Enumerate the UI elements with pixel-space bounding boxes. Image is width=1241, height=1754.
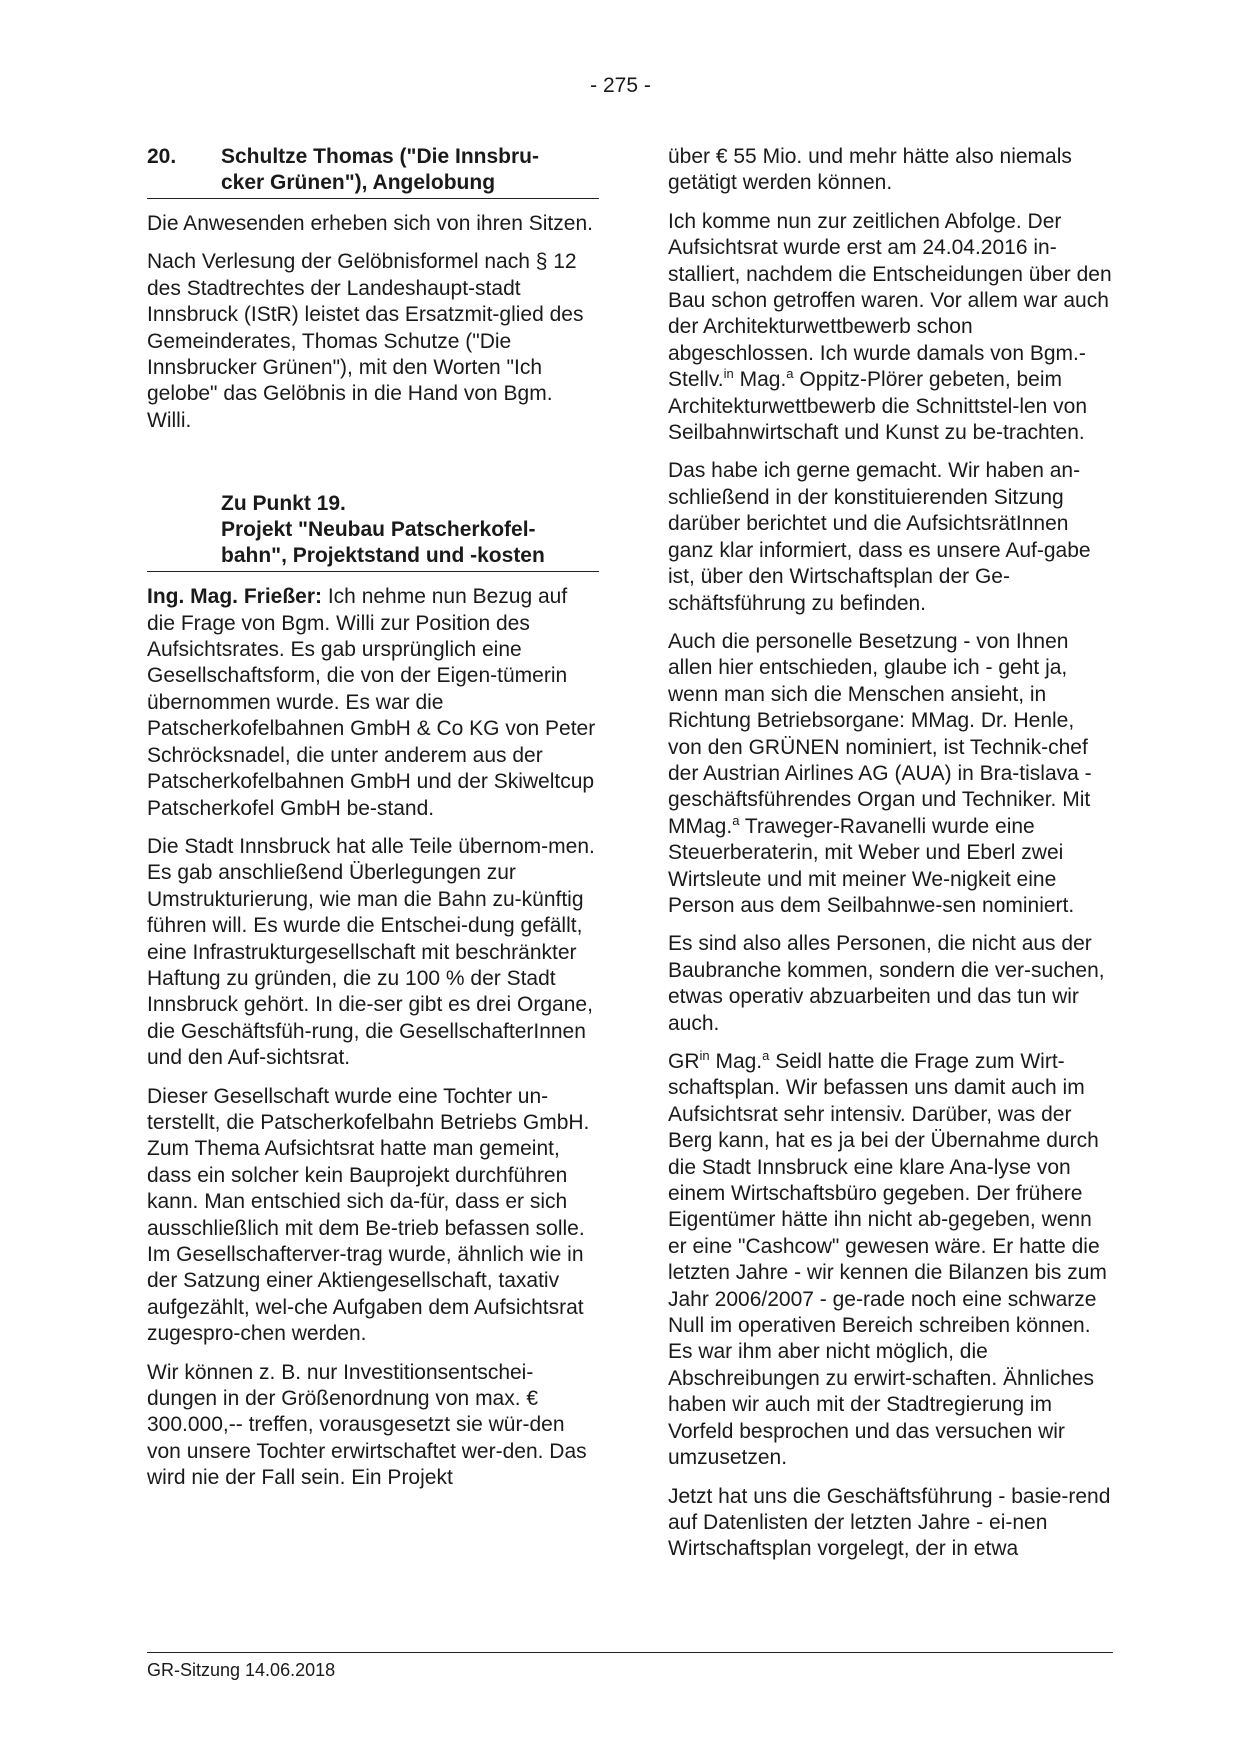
section-title	[221, 144, 539, 196]
right-column	[668, 144, 1113, 1575]
paragraph-text: Auch die personelle Besetzung - von Ihnen allen hier entschieden, glaube ich - geht ja, wenn man sich die Menschen ansieht, in Richtung Betriebsorgane: MMag. Dr. Henle, von den GRÜNEN nominiert, ist Technik-chef der Austrian Airlines AG (AUA) in Bra-tislava - geschäftsführendes Organ und Techniker. Mit MMag.	[668, 629, 1092, 838]
paragraph: Jetzt hat uns die Geschäftsführung - basie-rend auf Datenlisten der letzten Jahre - ei-nen Wirtschaftsplan vorgelegt, der in etwa	[668, 1484, 1111, 1561]
paragraph	[668, 629, 1113, 919]
footer-divider	[147, 1652, 1113, 1653]
subheading-line: Zu Punkt 19.	[221, 492, 346, 516]
paragraph: Das habe ich gerne gemacht. Wir haben an-schließend in der konstituierenden Sitzung darüber berichtet und die AufsichtsrätInnen ganz klar informiert, dass es unsere Auf-gabe ist, über den Wirtschaftsplan der Ge-schäftsführung zu befinden.	[668, 459, 1091, 615]
paragraph: Die Stadt Innsbruck hat alle Teile übernom-men. Es gab anschließend Überlegungen zur Umstrukturierung, wie man die Bahn zu-künftig führen will. Es wurde die Entschei-dung gefällt, eine Infrastrukturgesellschaft mit beschränkter Haftung zu gründen, die zu 100 % der Stadt Innsbruck gehört. In die-ser gibt es drei Organe, die Geschäftsfüh-rung, die GesellschafterInnen und den Auf-sichtsrat.	[147, 834, 595, 1070]
paragraph: Dieser Gesellschaft wurde eine Tochter un-terstellt, die Patscherkofelbahn Betriebs GmbH. Zum Thema Aufsichtsrat hatte man gemeint, dass ein solcher kein Bauprojekt durchführen kann. Man entschied sich da-für, dass er sich ausschließlich mit dem Be-trieb befassen solle. Im Gesellschafterver-trag wurde, ähnlich wie in der Satzung einer Aktiengesellschaft, taxativ aufgezählt, wel-che Aufgaben dem Aufsichtsrat zugespro-chen werden.	[147, 1084, 590, 1346]
superscript: a	[786, 366, 794, 382]
paragraph-text: Ich nehme nun Bezug auf die Frage von Bgm. Willi zur Position des Aufsichtsrates. Es gab ursprünglich eine Gesellschaftsform, die von der Eigen-tümerin übernommen wurde. Es war die Patscherkofelbahnen GmbH & Co KG von Peter Schröcksnadel, die unter anderem aus der Patscherkofelbahnen GmbH und der Skiweltcup Patscherkofel GmbH be-stand.	[147, 585, 596, 820]
speaker-name: Ing. Mag. Frießer:	[147, 585, 323, 609]
agenda-subheading	[147, 491, 599, 572]
paragraph: Die Anwesenden erheben sich von ihren Sitzen.	[147, 212, 593, 235]
subheading-line: bahn", Projektstand und -kosten	[221, 544, 545, 568]
left-column	[147, 144, 599, 1504]
section-heading-20	[147, 144, 599, 199]
paragraph	[668, 1049, 1113, 1472]
section-title-line: cker Grünen"), Angelobung	[221, 171, 496, 194]
section-title-line: Schultze Thomas ("Die Innsbru-	[221, 145, 539, 168]
subheading-line: Projekt "Neubau Patscherkofel-	[221, 518, 536, 542]
paragraph	[668, 209, 1113, 447]
paragraph-text: Mag.	[709, 1050, 763, 1073]
superscript: in	[699, 1048, 710, 1063]
paragraph-text: Mag.	[733, 368, 787, 392]
paragraph-text: GR	[668, 1050, 700, 1073]
paragraph: Es sind also alles Personen, die nicht aus der Baubranche kommen, sondern die ver-suchen, etwas operativ abzuarbeiten und das tun wir auch.	[668, 932, 1105, 1035]
paragraph-text: Ich komme nun zur zeitlichen Abfolge. Der Aufsichtsrat wurde erst am 24.04.2016 in-stalliert, nachdem die Entscheidungen über den Bau schon getroffen waren. Vor allem war auch der Architekturwettbewerb schon abgeschlossen. Ich wurde damals von Bgm.-Stellv.	[668, 209, 1112, 392]
paragraph-text: Oppitz-Plörer gebeten, beim Architekturwettbewerb die Schnittstel-len von Seilbahnwirtschaft und Kunst zu be-trachten.	[668, 368, 1088, 445]
paragraph: Nach Verlesung der Gelöbnisformel nach § 12 des Stadtrechtes der Landeshaupt-stadt Innsbruck (IStR) leistet das Ersatzmit-glied des Gemeinderates, Thomas Schutze ("Die Innsbrucker Grünen"), mit den Worten "Ich gelobe" das Gelöbnis in die Hand von Bgm. Willi.	[147, 250, 584, 432]
superscript: in	[723, 366, 734, 382]
paragraph-text: Traweger-Ravanelli wurde eine Steuerberaterin, mit Weber und Eberl zwei Wirtsleute und mit meiner We-nigkeit eine Person aus dem Seilbahnwe-sen nominiert.	[668, 814, 1075, 917]
page-number: - 275 -	[590, 74, 651, 97]
section-number: 20.	[147, 145, 177, 168]
superscript: a	[762, 1048, 770, 1063]
superscript: a	[732, 812, 740, 828]
footer-text: GR-Sitzung 14.06.2018	[147, 1660, 336, 1680]
paragraph-text: Seidl hatte die Frage zum Wirt-schaftsplan. Wir befassen uns damit auch im Aufsichtsrat sehr intensiv. Darüber, was der Berg kann, hat es ja bei der Übernahme durch die Stadt Innsbruck eine klare Ana-lyse von einem Wirtschaftsbüro gegeben. Der frühere Eigentümer hätte ihn nicht ab-gegeben, wenn er eine "Cashcow" gewesen wäre. Er hatte die letzten Jahre - wir kennen die Bilanzen bis zum Jahr 2006/2007 - ge-rade noch eine schwarze Null im operativen Bereich schreiben können. Es war ihm aber nicht möglich, die Abschreibungen zu erwirt-schaften. Ähnliches haben wir auch mit der Stadtregierung im Vorfeld besprochen und das versuchen wir umzusetzen.	[668, 1050, 1107, 1470]
paragraph	[147, 584, 599, 822]
paragraph: Wir können z. B. nur Investitionsentschei-dungen in der Größenordnung von max. € 300.000,-- treffen, vorausgesetzt sie wür-den von unsere Tochter erwirtschaftet wer-den. Das wird nie der Fall sein. Ein Projekt	[147, 1360, 587, 1490]
paragraph: über € 55 Mio. und mehr hätte also niemals getätigt werden können.	[668, 145, 1072, 195]
